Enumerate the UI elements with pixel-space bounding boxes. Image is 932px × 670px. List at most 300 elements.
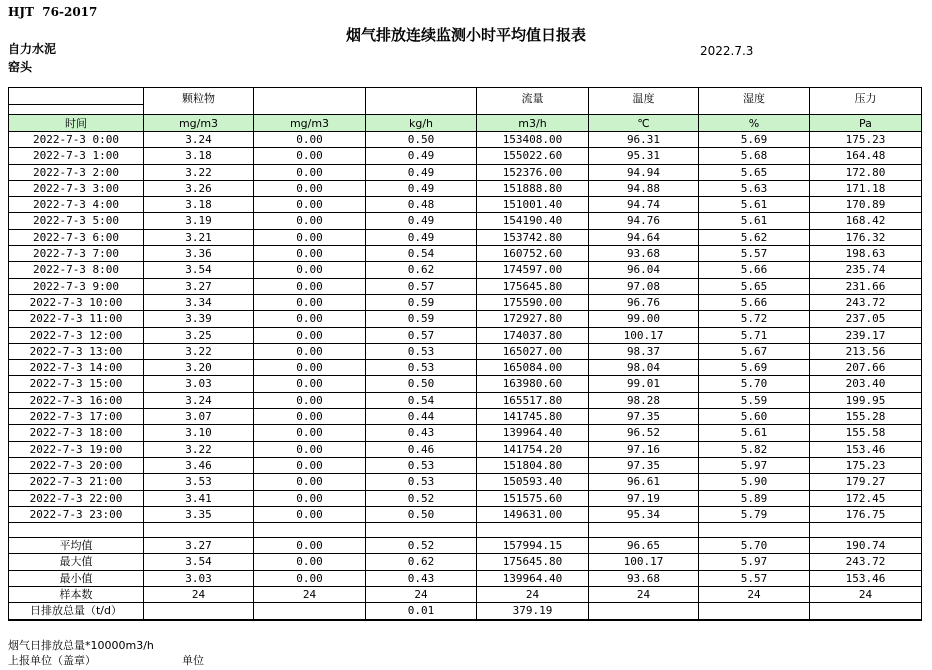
value-cell: 100.17: [589, 327, 699, 343]
value-cell: 0.00: [254, 327, 366, 343]
unit-header-row: [9, 115, 922, 132]
value-cell: 0.00: [254, 262, 366, 278]
value-cell: 0.00: [254, 213, 366, 229]
value-cell: 0.57: [366, 327, 477, 343]
time-cell: 2022-7-3 21:00: [9, 474, 144, 490]
value-cell: 5.70: [699, 376, 810, 392]
data-row: [9, 278, 922, 294]
standard-number: HJT 76-2017: [8, 5, 98, 19]
reporting-unit-label: 上报单位（盖章）: [8, 654, 96, 667]
value-cell: 155022.60: [477, 148, 589, 164]
summary-value-cell: 157994.15: [477, 538, 589, 554]
value-cell: 0.52: [366, 490, 477, 506]
value-cell: 97.35: [589, 457, 699, 473]
value-cell: 174037.80: [477, 327, 589, 343]
value-cell: 164.48: [810, 148, 922, 164]
value-cell: 94.88: [589, 180, 699, 196]
summary-value-cell: 0.01: [366, 603, 477, 620]
data-row: [9, 327, 922, 343]
data-row: [9, 294, 922, 310]
summary-value-cell: 175645.80: [477, 554, 589, 570]
value-cell: 0.59: [366, 294, 477, 310]
value-cell: 5.66: [699, 262, 810, 278]
time-cell: 2022-7-3 8:00: [9, 262, 144, 278]
value-cell: 3.54: [144, 262, 254, 278]
value-cell: 154190.40: [477, 213, 589, 229]
value-cell: 149631.00: [477, 506, 589, 522]
summary-value-cell: 24: [366, 587, 477, 603]
summary-value-cell: 0.00: [254, 554, 366, 570]
value-cell: 5.59: [699, 392, 810, 408]
value-cell: 96.61: [589, 474, 699, 490]
time-cell: 2022-7-3 14:00: [9, 360, 144, 376]
value-cell: 5.61: [699, 213, 810, 229]
value-cell: 165027.00: [477, 343, 589, 359]
value-cell: 5.65: [699, 164, 810, 180]
time-cell: 2022-7-3 18:00: [9, 425, 144, 441]
value-cell: 95.31: [589, 148, 699, 164]
value-cell: 0.50: [366, 506, 477, 522]
summary-value-cell: 96.65: [589, 538, 699, 554]
value-cell: 0.00: [254, 246, 366, 262]
summary-value-cell: 100.17: [589, 554, 699, 570]
summary-row: [9, 587, 922, 603]
value-cell: 3.20: [144, 360, 254, 376]
empty-cell: [810, 523, 922, 538]
summary-value-cell: 5.97: [699, 554, 810, 570]
value-cell: 94.94: [589, 164, 699, 180]
value-cell: 176.75: [810, 506, 922, 522]
summary-value-cell: 5.70: [699, 538, 810, 554]
empty-cell: [477, 523, 589, 538]
value-cell: 163980.60: [477, 376, 589, 392]
value-cell: 3.22: [144, 164, 254, 180]
value-cell: 3.24: [144, 392, 254, 408]
empty-cell: [9, 523, 144, 538]
value-cell: 141754.20: [477, 441, 589, 457]
time-cell: 2022-7-3 0:00: [9, 132, 144, 148]
value-cell: 152376.00: [477, 164, 589, 180]
time-cell: 2022-7-3 12:00: [9, 327, 144, 343]
summary-value-cell: 24: [254, 587, 366, 603]
value-cell: 175590.00: [477, 294, 589, 310]
summary-value-cell: 93.68: [589, 570, 699, 586]
unit-time: 时间: [9, 115, 144, 132]
value-cell: 5.97: [699, 457, 810, 473]
value-cell: 3.03: [144, 376, 254, 392]
value-cell: 0.48: [366, 197, 477, 213]
value-cell: 5.71: [699, 327, 810, 343]
value-cell: 94.76: [589, 213, 699, 229]
summary-value-cell: [810, 603, 922, 620]
value-cell: 0.62: [366, 262, 477, 278]
value-cell: 3.24: [144, 132, 254, 148]
unit-celsius: ℃: [589, 115, 699, 132]
value-cell: 93.68: [589, 246, 699, 262]
summary-value-cell: 3.27: [144, 538, 254, 554]
monitoring-data-table: [8, 87, 922, 621]
value-cell: 99.01: [589, 376, 699, 392]
summary-value-cell: 379.19: [477, 603, 589, 620]
value-cell: 0.44: [366, 409, 477, 425]
value-cell: 94.64: [589, 229, 699, 245]
value-cell: 3.21: [144, 229, 254, 245]
time-cell: 2022-7-3 23:00: [9, 506, 144, 522]
value-cell: 5.72: [699, 311, 810, 327]
value-cell: 165517.80: [477, 392, 589, 408]
value-cell: 98.28: [589, 392, 699, 408]
empty-cell: [699, 523, 810, 538]
group-header-row: [9, 88, 922, 105]
value-cell: 5.89: [699, 490, 810, 506]
value-cell: 0.53: [366, 343, 477, 359]
value-cell: 0.43: [366, 425, 477, 441]
value-cell: 5.69: [699, 360, 810, 376]
time-cell: 2022-7-3 11:00: [9, 311, 144, 327]
summary-value-cell: [589, 603, 699, 620]
value-cell: 99.00: [589, 311, 699, 327]
value-cell: 0.00: [254, 376, 366, 392]
time-cell: 2022-7-3 17:00: [9, 409, 144, 425]
value-cell: 3.22: [144, 343, 254, 359]
value-cell: 237.05: [810, 311, 922, 327]
report-title: 烟气排放连续监测小时平均值日报表: [345, 26, 586, 44]
data-row: [9, 132, 922, 148]
header-empty-col3: [254, 88, 366, 115]
data-row: [9, 425, 922, 441]
summary-value-cell: 3.03: [144, 570, 254, 586]
summary-value-cell: [144, 603, 254, 620]
value-cell: 0.00: [254, 148, 366, 164]
value-cell: 0.00: [254, 294, 366, 310]
value-cell: 172.45: [810, 490, 922, 506]
value-cell: 153742.80: [477, 229, 589, 245]
value-cell: 168.42: [810, 213, 922, 229]
time-cell: 2022-7-3 2:00: [9, 164, 144, 180]
value-cell: 98.37: [589, 343, 699, 359]
summary-label: 样本数: [9, 587, 144, 603]
report-date: 2022.7.3: [700, 44, 754, 58]
summary-value-cell: 153.46: [810, 570, 922, 586]
data-row: [9, 409, 922, 425]
summary-label: 日排放总量（t/d）: [9, 603, 144, 620]
unit-pa: Pa: [810, 115, 922, 132]
value-cell: 141745.80: [477, 409, 589, 425]
summary-value-cell: 24: [477, 587, 589, 603]
value-cell: 5.67: [699, 343, 810, 359]
value-cell: 3.26: [144, 180, 254, 196]
spacer-row: [9, 523, 922, 538]
value-cell: 239.17: [810, 327, 922, 343]
value-cell: 3.18: [144, 148, 254, 164]
value-cell: 3.53: [144, 474, 254, 490]
value-cell: 3.46: [144, 457, 254, 473]
value-cell: 0.00: [254, 457, 366, 473]
footnote-total-emission: 烟气日排放总量*10000m3/h: [8, 639, 154, 652]
summary-value-cell: 243.72: [810, 554, 922, 570]
summary-value-cell: 24: [810, 587, 922, 603]
header-flow: 流量: [477, 88, 589, 115]
data-row: [9, 457, 922, 473]
value-cell: 5.61: [699, 425, 810, 441]
value-cell: 94.74: [589, 197, 699, 213]
header-humidity: 湿度: [699, 88, 810, 115]
value-cell: 3.18: [144, 197, 254, 213]
value-cell: 235.74: [810, 262, 922, 278]
empty-cell: [254, 523, 366, 538]
value-cell: 5.65: [699, 278, 810, 294]
value-cell: 96.52: [589, 425, 699, 441]
value-cell: 95.34: [589, 506, 699, 522]
time-cell: 2022-7-3 1:00: [9, 148, 144, 164]
value-cell: 3.25: [144, 327, 254, 343]
data-row: [9, 311, 922, 327]
value-cell: 213.56: [810, 343, 922, 359]
unit-m3h: m3/h: [477, 115, 589, 132]
summary-label: 最小值: [9, 570, 144, 586]
value-cell: 0.49: [366, 164, 477, 180]
summary-value-cell: [699, 603, 810, 620]
value-cell: 0.00: [254, 506, 366, 522]
value-cell: 0.00: [254, 441, 366, 457]
value-cell: 5.66: [699, 294, 810, 310]
value-cell: 5.79: [699, 506, 810, 522]
value-cell: 0.00: [254, 409, 366, 425]
value-cell: 171.18: [810, 180, 922, 196]
value-cell: 153408.00: [477, 132, 589, 148]
data-row: [9, 474, 922, 490]
empty-cell: [366, 523, 477, 538]
summary-value-cell: 0.43: [366, 570, 477, 586]
header-pressure: 压力: [810, 88, 922, 115]
value-cell: 5.68: [699, 148, 810, 164]
time-cell: 2022-7-3 4:00: [9, 197, 144, 213]
value-cell: 0.53: [366, 474, 477, 490]
unit-mgm3-2: mg/m3: [254, 115, 366, 132]
value-cell: 0.00: [254, 164, 366, 180]
table-body: [9, 132, 922, 620]
summary-label: 最大值: [9, 554, 144, 570]
value-cell: 203.40: [810, 376, 922, 392]
data-row: [9, 376, 922, 392]
value-cell: 0.49: [366, 229, 477, 245]
value-cell: 3.41: [144, 490, 254, 506]
value-cell: 151804.80: [477, 457, 589, 473]
value-cell: 3.10: [144, 425, 254, 441]
value-cell: 3.22: [144, 441, 254, 457]
value-cell: 175.23: [810, 457, 922, 473]
table-header: [9, 88, 922, 132]
value-cell: 5.62: [699, 229, 810, 245]
header-empty-top-cell: [9, 88, 144, 105]
value-cell: 198.63: [810, 246, 922, 262]
summary-row: [9, 554, 922, 570]
value-cell: 0.00: [254, 311, 366, 327]
value-cell: 0.00: [254, 132, 366, 148]
time-cell: 2022-7-3 15:00: [9, 376, 144, 392]
value-cell: 231.66: [810, 278, 922, 294]
summary-value-cell: 5.57: [699, 570, 810, 586]
value-cell: 0.00: [254, 180, 366, 196]
value-cell: 0.49: [366, 213, 477, 229]
value-cell: 0.57: [366, 278, 477, 294]
data-row: [9, 262, 922, 278]
data-row: [9, 490, 922, 506]
value-cell: 3.07: [144, 409, 254, 425]
value-cell: 3.39: [144, 311, 254, 327]
value-cell: 170.89: [810, 197, 922, 213]
value-cell: 0.00: [254, 425, 366, 441]
time-cell: 2022-7-3 22:00: [9, 490, 144, 506]
unit-kgh: kg/h: [366, 115, 477, 132]
value-cell: 0.00: [254, 229, 366, 245]
value-cell: 0.00: [254, 490, 366, 506]
value-cell: 96.31: [589, 132, 699, 148]
summary-value-cell: 3.54: [144, 554, 254, 570]
value-cell: 165084.00: [477, 360, 589, 376]
summary-label: 平均值: [9, 538, 144, 554]
time-cell: 2022-7-3 19:00: [9, 441, 144, 457]
value-cell: 0.54: [366, 392, 477, 408]
value-cell: 3.27: [144, 278, 254, 294]
value-cell: 243.72: [810, 294, 922, 310]
value-cell: 0.49: [366, 180, 477, 196]
value-cell: 0.00: [254, 197, 366, 213]
value-cell: 5.63: [699, 180, 810, 196]
unit-mgm3-1: mg/m3: [144, 115, 254, 132]
value-cell: 5.90: [699, 474, 810, 490]
value-cell: 0.53: [366, 457, 477, 473]
value-cell: 3.35: [144, 506, 254, 522]
data-row: [9, 343, 922, 359]
summary-value-cell: 0.62: [366, 554, 477, 570]
unit-percent: %: [699, 115, 810, 132]
summary-value-cell: [254, 603, 366, 620]
value-cell: 97.08: [589, 278, 699, 294]
time-cell: 2022-7-3 6:00: [9, 229, 144, 245]
summary-value-cell: 0.00: [254, 570, 366, 586]
time-cell: 2022-7-3 13:00: [9, 343, 144, 359]
empty-cell: [144, 523, 254, 538]
value-cell: 179.27: [810, 474, 922, 490]
data-row: [9, 197, 922, 213]
data-row: [9, 441, 922, 457]
value-cell: 0.00: [254, 278, 366, 294]
value-cell: 150593.40: [477, 474, 589, 490]
unit-label: 单位: [182, 654, 204, 667]
summary-row: [9, 603, 922, 620]
value-cell: 153.46: [810, 441, 922, 457]
value-cell: 0.46: [366, 441, 477, 457]
value-cell: 0.49: [366, 148, 477, 164]
value-cell: 0.00: [254, 392, 366, 408]
value-cell: 160752.60: [477, 246, 589, 262]
time-cell: 2022-7-3 20:00: [9, 457, 144, 473]
summary-value-cell: 0.00: [254, 538, 366, 554]
data-row: [9, 164, 922, 180]
value-cell: 0.00: [254, 343, 366, 359]
value-cell: 155.28: [810, 409, 922, 425]
value-cell: 97.19: [589, 490, 699, 506]
header-empty-bottom-cell: [9, 104, 144, 114]
summary-value-cell: 0.52: [366, 538, 477, 554]
summary-row: [9, 570, 922, 586]
value-cell: 175.23: [810, 132, 922, 148]
value-cell: 0.50: [366, 132, 477, 148]
time-cell: 2022-7-3 10:00: [9, 294, 144, 310]
value-cell: 5.69: [699, 132, 810, 148]
data-row: [9, 213, 922, 229]
value-cell: 5.60: [699, 409, 810, 425]
summary-value-cell: 190.74: [810, 538, 922, 554]
time-cell: 2022-7-3 5:00: [9, 213, 144, 229]
value-cell: 3.34: [144, 294, 254, 310]
header-temperature: 温度: [589, 88, 699, 115]
data-row: [9, 180, 922, 196]
value-cell: 155.58: [810, 425, 922, 441]
value-cell: 98.04: [589, 360, 699, 376]
header-particulate: 颗粒物: [144, 88, 254, 115]
summary-value-cell: 24: [699, 587, 810, 603]
value-cell: 151001.40: [477, 197, 589, 213]
value-cell: 0.00: [254, 360, 366, 376]
data-row: [9, 148, 922, 164]
value-cell: 3.36: [144, 246, 254, 262]
value-cell: 207.66: [810, 360, 922, 376]
value-cell: 96.04: [589, 262, 699, 278]
value-cell: 199.95: [810, 392, 922, 408]
value-cell: 0.54: [366, 246, 477, 262]
data-row: [9, 229, 922, 245]
summary-row: [9, 538, 922, 554]
data-row: [9, 506, 922, 522]
value-cell: 151888.80: [477, 180, 589, 196]
summary-value-cell: 139964.40: [477, 570, 589, 586]
value-cell: 0.53: [366, 360, 477, 376]
value-cell: 5.82: [699, 441, 810, 457]
value-cell: 5.61: [699, 197, 810, 213]
value-cell: 172.80: [810, 164, 922, 180]
time-cell: 2022-7-3 9:00: [9, 278, 144, 294]
value-cell: 3.19: [144, 213, 254, 229]
company-name: 自力水泥: [8, 42, 57, 56]
value-cell: 172927.80: [477, 311, 589, 327]
value-cell: 175645.80: [477, 278, 589, 294]
time-cell: 2022-7-3 3:00: [9, 180, 144, 196]
time-cell: 2022-7-3 7:00: [9, 246, 144, 262]
data-row: [9, 392, 922, 408]
data-row: [9, 246, 922, 262]
value-cell: 97.35: [589, 409, 699, 425]
header-empty-col4: [366, 88, 477, 115]
summary-value-cell: 24: [144, 587, 254, 603]
empty-cell: [589, 523, 699, 538]
time-cell: 2022-7-3 16:00: [9, 392, 144, 408]
value-cell: 96.76: [589, 294, 699, 310]
value-cell: 174597.00: [477, 262, 589, 278]
summary-value-cell: 24: [589, 587, 699, 603]
value-cell: 0.59: [366, 311, 477, 327]
value-cell: 176.32: [810, 229, 922, 245]
value-cell: 139964.40: [477, 425, 589, 441]
value-cell: 0.50: [366, 376, 477, 392]
value-cell: 97.16: [589, 441, 699, 457]
value-cell: 0.00: [254, 474, 366, 490]
monitoring-point-name: 窑头: [8, 60, 33, 74]
data-row: [9, 360, 922, 376]
value-cell: 151575.60: [477, 490, 589, 506]
value-cell: 5.57: [699, 246, 810, 262]
